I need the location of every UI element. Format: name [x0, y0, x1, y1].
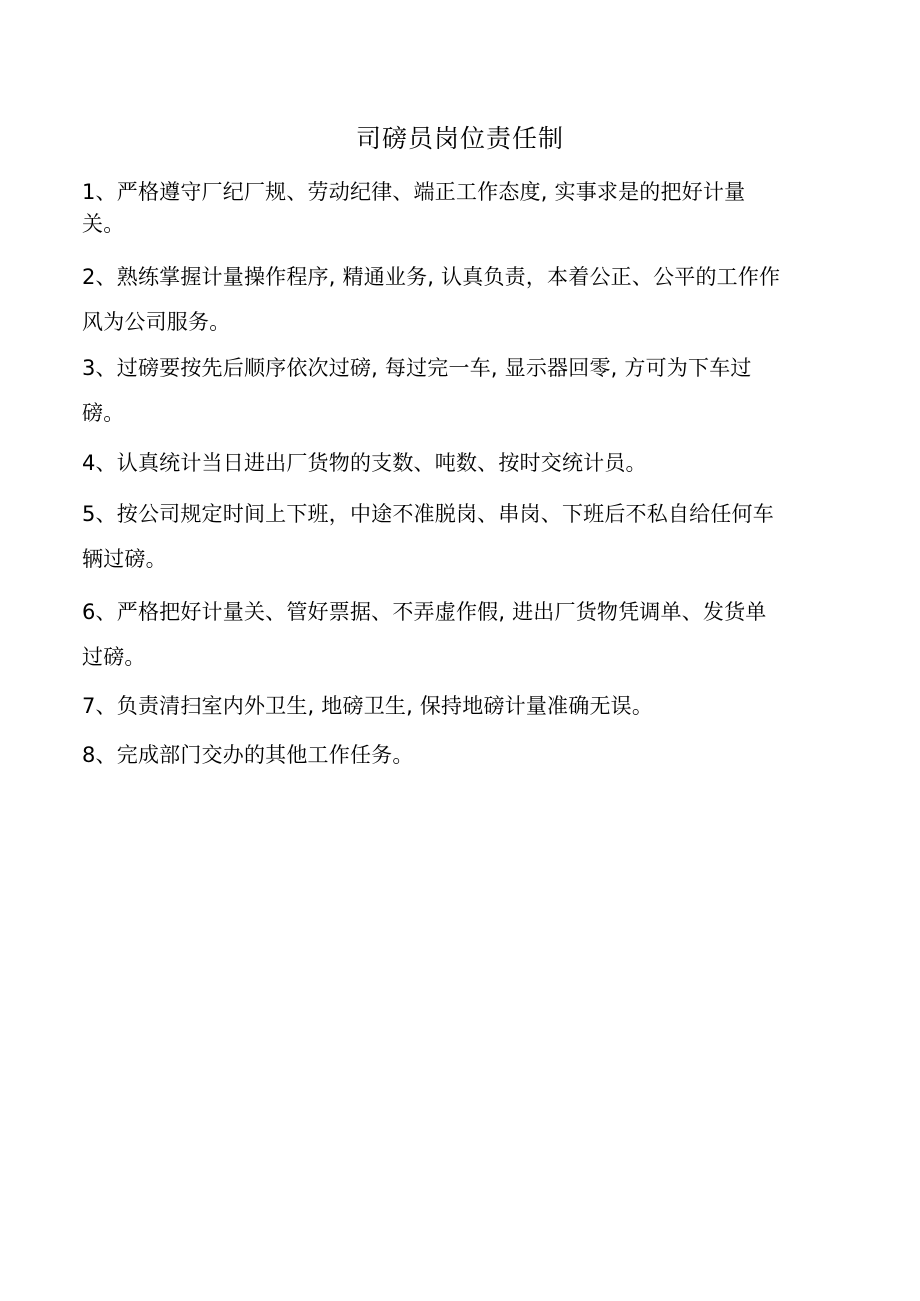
- document-title: 司磅员岗位责任制: [355, 124, 564, 153]
- duty-item-3-line-1: 3、过磅要按先后顺序依次过磅, 每过完一车, 显示器回零, 方可为下车过: [82, 356, 752, 380]
- duty-item-2-line-2: 风为公司服务。: [82, 310, 231, 334]
- duty-item-8-line-1: 8、完成部门交办的其他工作任务。: [82, 743, 414, 767]
- duty-item-6: [82, 590, 852, 680]
- duty-item-1: [82, 176, 852, 240]
- duty-item-3-line-2: 磅。: [82, 401, 125, 425]
- duty-item-2: [82, 255, 852, 345]
- duty-item-6-line-2: 过磅。: [82, 645, 146, 669]
- duty-item-4: [82, 444, 852, 482]
- duty-item-4-line-1: 4、认真统计当日进出厂货物的支数、吨数、按时交统计员。: [82, 451, 647, 475]
- duty-item-1-line-1: 1、严格遵守厂纪厂规、劳动纪律、端正工作态度, 实事求是的把好计量: [82, 180, 746, 204]
- duty-item-7: [82, 687, 852, 725]
- duty-item-5: [82, 492, 852, 582]
- duty-item-8: [82, 736, 852, 774]
- duty-item-7-line-1: 7、负责清扫室内外卫生, 地磅卫生, 保持地磅计量准确无误。: [82, 694, 654, 718]
- duty-item-1-line-2: 关。: [82, 212, 125, 236]
- duty-item-5-line-1: 5、按公司规定时间上下班，中途不准脱岗、串岗、下班后不私自给任何车: [82, 502, 774, 526]
- duty-item-6-line-1: 6、严格把好计量关、管好票据、不弄虚作假, 进出厂货物凭调单、发货单: [82, 600, 767, 624]
- duty-item-2-line-1: 2、熟练掌握计量操作程序, 精通业务, 认真负责，本着公正、公平的工作作: [82, 265, 781, 289]
- duty-item-5-line-2: 辆过磅。: [82, 547, 167, 571]
- duty-item-3: [82, 346, 852, 436]
